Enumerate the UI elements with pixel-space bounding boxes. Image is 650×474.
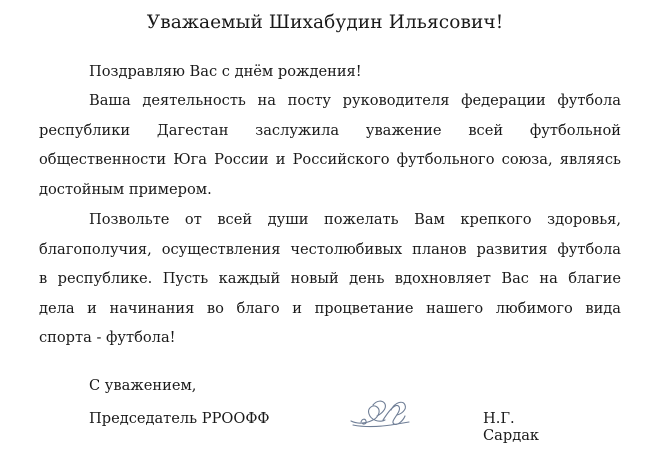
signature-block: [89, 410, 573, 444]
paragraph-2-line-5: спорта - футбола!: [39, 329, 176, 347]
signer-role: Председатель РРООФФ: [89, 410, 270, 427]
paragraph-2-line-4: дела и начинания во благо и процветание нашего любимого вида: [39, 299, 621, 317]
handwritten-signature: [347, 396, 413, 436]
paragraph-2-line-2: благополучия, осуществления честолюбивых планов развития футбола: [39, 240, 621, 258]
paragraph-2-line-3: в республике. Пусть каждый новый день вдохновляет Вас на благие: [39, 270, 621, 288]
paragraph-1-line-1: Ваша деятельность на посту руководителя федерации футбола: [89, 92, 621, 109]
paragraph-1-line-4: достойным примером.: [39, 180, 212, 198]
paragraph-2: [39, 205, 621, 353]
paragraph-1-line-2: республики Дагестан заслужила уважение всей футбольной: [39, 121, 621, 139]
paragraph-1-line-3: общественности Юга России и Российского футбольного союза, являясь: [39, 151, 621, 169]
greeting-line: Поздравляю Вас с днём рождения!: [89, 63, 362, 80]
paragraph-1: [39, 86, 621, 204]
signer-name: Н.Г. Сардак: [483, 410, 540, 444]
paragraph-2-line-1: Позвольте от всей души пожелать Вам крепкого здоровья,: [89, 211, 621, 228]
letter-salutation: Уважаемый Шихабудин Ильясович!: [146, 12, 504, 33]
closing-line: С уважением,: [89, 377, 197, 394]
